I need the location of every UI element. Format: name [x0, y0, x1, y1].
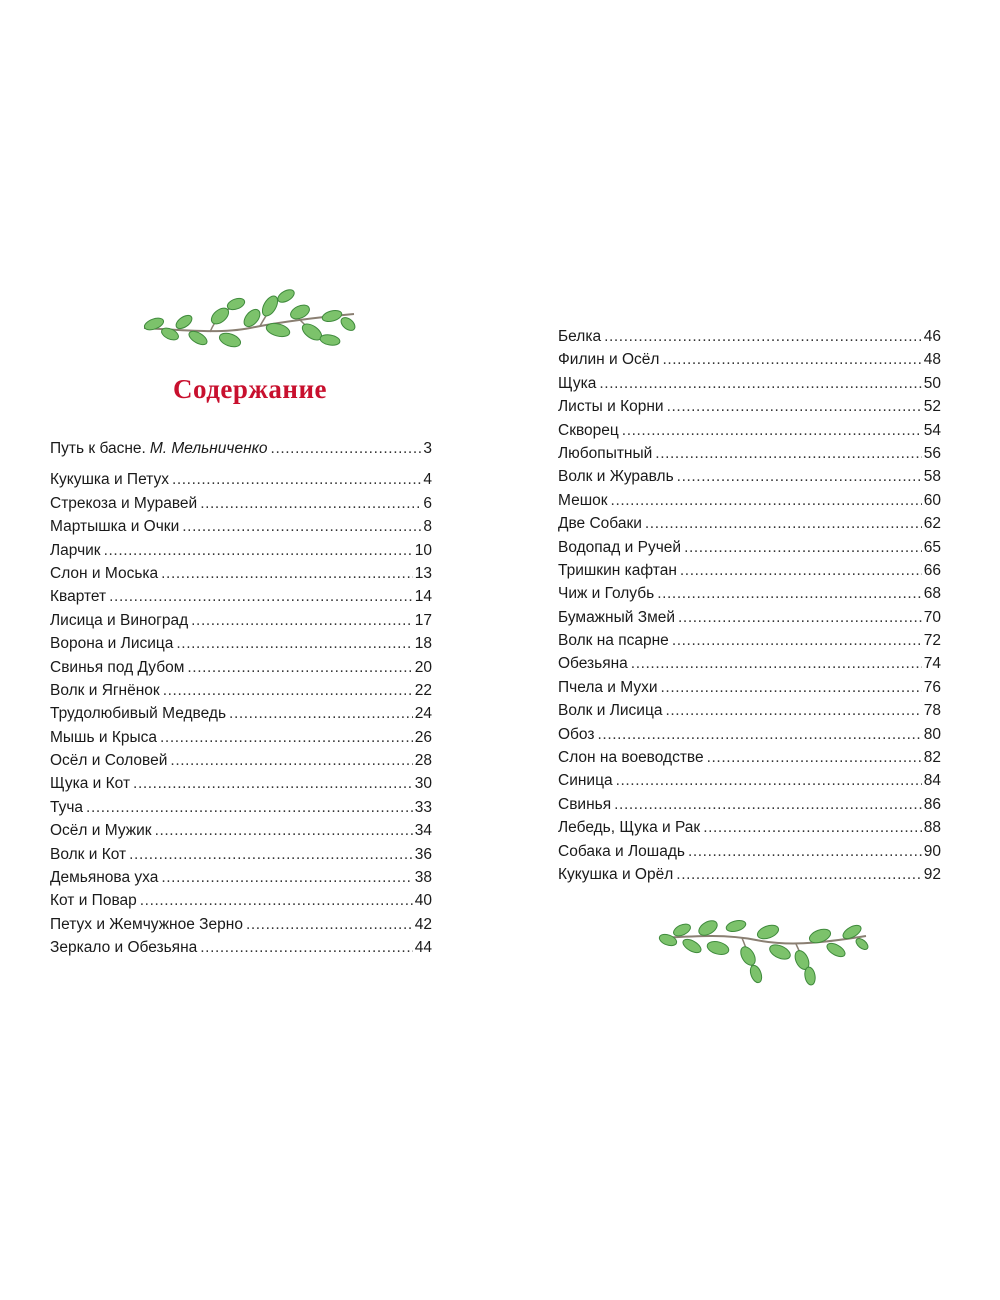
- toc-entry: [558, 676, 941, 699]
- toc-entry-title: Демьянова уха: [50, 869, 159, 887]
- dot-leader: [661, 676, 922, 699]
- dot-leader: [109, 585, 413, 608]
- dot-leader: [191, 609, 413, 632]
- toc-entry: [558, 723, 941, 746]
- toc-entry: [50, 772, 432, 795]
- toc-entry: [558, 746, 941, 769]
- leafy-branch-icon: [656, 914, 870, 986]
- toc-entry-title: Свинья под Дубом: [50, 658, 185, 676]
- dot-leader: [707, 746, 922, 769]
- toc-entry-title: Слон на воеводстве: [558, 749, 704, 767]
- toc-page-number: 38: [414, 869, 432, 887]
- toc-page-number: 60: [923, 491, 941, 509]
- toc-entry: [50, 819, 432, 842]
- toc-page-number: 13: [414, 564, 432, 582]
- toc-page-number: 82: [923, 749, 941, 767]
- toc-entry: [558, 582, 941, 605]
- toc-entry-title: Путь к басне.: [50, 440, 146, 457]
- toc-page-number: 44: [414, 939, 432, 957]
- dot-leader: [611, 489, 922, 512]
- dot-leader: [684, 536, 922, 559]
- toc-entry: [50, 843, 432, 866]
- toc-entry-title: Синица: [558, 772, 613, 790]
- dot-leader: [200, 492, 421, 515]
- toc-page-number: 78: [923, 702, 941, 720]
- toc-column-left: [50, 437, 432, 960]
- toc-entry-title: Ларчик: [50, 541, 101, 559]
- leafy-branch-icon: [140, 288, 358, 360]
- toc-entry-title: Осёл и Соловей: [50, 752, 168, 770]
- toc-entry-title: Квартет: [50, 588, 107, 606]
- toc-page-number: 10: [414, 541, 432, 559]
- toc-entry-title: Волк и Лисица: [558, 702, 663, 720]
- toc-entry: [50, 913, 432, 936]
- toc-entry-title: Зеркало и Обезьяна: [50, 939, 198, 957]
- toc-entry: [50, 936, 432, 959]
- dot-leader: [655, 442, 921, 465]
- toc-entry: [50, 749, 432, 772]
- dot-leader: [129, 843, 413, 866]
- toc-page-number: 65: [923, 538, 941, 556]
- toc-page-number: 33: [414, 798, 432, 816]
- toc-page-number: 42: [414, 915, 432, 933]
- dot-leader: [229, 702, 413, 725]
- toc-entry: [558, 348, 941, 371]
- toc-page-number: 90: [923, 842, 941, 860]
- toc-column-right: [558, 325, 941, 886]
- toc-entry-title: Бумажный Змей: [558, 608, 676, 626]
- dot-leader: [622, 419, 922, 442]
- toc-entry-title: Слон и Моська: [50, 564, 159, 582]
- toc-entry-title: Скворец: [558, 421, 619, 439]
- toc-entry: [558, 629, 941, 652]
- toc-entry: [50, 866, 432, 889]
- toc-entry-title: Кукушка и Петух: [50, 471, 169, 489]
- toc-page-number: 40: [414, 892, 432, 910]
- toc-entry-title: Лисица и Виноград: [50, 611, 189, 629]
- toc-entry-title: Тришкин кафтан: [558, 561, 677, 579]
- dot-leader: [676, 863, 921, 886]
- dot-leader: [176, 632, 412, 655]
- dot-leader: [667, 395, 922, 418]
- toc-entry: [50, 796, 432, 819]
- toc-entry-title: Листы и Корни: [558, 398, 664, 416]
- toc-entry-title: Щука и Кот: [50, 775, 131, 793]
- toc-entry-title: Чиж и Голубь: [558, 585, 655, 603]
- dot-leader: [140, 889, 413, 912]
- toc-entry: [50, 889, 432, 912]
- toc-page-number: 36: [414, 845, 432, 863]
- toc-entry-title: Стрекоза и Муравей: [50, 494, 198, 512]
- toc-entry-title: Волк и Кот: [50, 845, 127, 863]
- toc-entry: [558, 419, 941, 442]
- dot-leader: [677, 465, 922, 488]
- dot-leader: [271, 437, 422, 460]
- toc-page-number: 52: [923, 398, 941, 416]
- toc-entry: [50, 562, 432, 585]
- toc-page-number: 18: [414, 635, 432, 653]
- toc-entry: [50, 656, 432, 679]
- toc-entry: [558, 863, 941, 886]
- toc-entry: [558, 465, 941, 488]
- toc-entry: [558, 512, 941, 535]
- toc-entry-title: Свинья: [558, 795, 612, 813]
- toc-entry-title: Волк и Ягнёнок: [50, 681, 160, 699]
- toc-page-number: 28: [414, 752, 432, 770]
- toc-entry-title: Мешок: [558, 491, 608, 509]
- toc-entry-title: Осёл и Мужик: [50, 822, 152, 840]
- dot-leader: [672, 629, 922, 652]
- toc-page-number: 30: [414, 775, 432, 793]
- toc-entry-title: Любопытный: [558, 444, 653, 462]
- dot-leader: [104, 539, 413, 562]
- toc-page-number: 88: [923, 819, 941, 837]
- toc-page-number: 58: [923, 468, 941, 486]
- toc-entry: [558, 840, 941, 863]
- dot-leader: [614, 793, 922, 816]
- toc-page-number: 24: [414, 705, 432, 723]
- toc-entry: [558, 372, 941, 395]
- toc-entry: [558, 652, 941, 675]
- dot-leader: [86, 796, 413, 819]
- toc-page-number: 76: [923, 678, 941, 696]
- dot-leader: [161, 866, 412, 889]
- toc-entry: [558, 489, 941, 512]
- toc-page-number: 22: [414, 681, 432, 699]
- toc-entry-title: Волк и Журавль: [558, 468, 674, 486]
- toc-entry: [50, 609, 432, 632]
- toc-page-number: 86: [923, 795, 941, 813]
- dot-leader: [160, 726, 413, 749]
- toc-entry: [50, 539, 432, 562]
- toc-entry: [50, 492, 432, 515]
- dot-leader: [680, 559, 922, 582]
- toc-entry-title: Ворона и Лисица: [50, 635, 174, 653]
- toc-entry: [50, 585, 432, 608]
- toc-page-number: 20: [414, 658, 432, 676]
- dot-leader: [703, 816, 922, 839]
- toc-page-number: 66: [923, 561, 941, 579]
- toc-entry: [558, 816, 941, 839]
- toc-entry: [50, 515, 432, 538]
- toc-page-number: 50: [923, 374, 941, 392]
- dot-leader: [172, 468, 421, 491]
- dot-leader: [598, 723, 922, 746]
- dot-leader: [161, 562, 413, 585]
- dot-leader: [163, 679, 413, 702]
- toc-page-number: 84: [923, 772, 941, 790]
- dot-leader: [182, 515, 421, 538]
- dot-leader: [678, 606, 922, 629]
- dot-leader: [665, 699, 921, 722]
- toc-entry-title: Две Собаки: [558, 515, 642, 533]
- toc-entry-title: Обезьяна: [558, 655, 628, 673]
- toc-page-number: 4: [423, 471, 432, 489]
- toc-page-number: 46: [923, 328, 941, 345]
- toc-entry-title: Пчела и Мухи: [558, 678, 658, 696]
- dot-leader: [631, 652, 922, 675]
- toc-page-number: 68: [923, 585, 941, 603]
- toc-entry-title: Мартышка и Очки: [50, 518, 180, 536]
- toc-entry: [558, 793, 941, 816]
- toc-page-number: 62: [923, 515, 941, 533]
- toc-page-number: 92: [923, 865, 941, 883]
- toc-page-number: 48: [923, 351, 941, 369]
- dot-leader: [246, 913, 413, 936]
- toc-page-number: 6: [423, 494, 432, 512]
- toc-entry-title: Петух и Жемчужное Зерно: [50, 915, 243, 933]
- toc-page-number: 74: [923, 655, 941, 673]
- toc-entry-title: Волк на псарне: [558, 632, 669, 650]
- toc-entry: [558, 442, 941, 465]
- toc-entry-title: Собака и Лошадь: [558, 842, 685, 860]
- toc-page-number: 80: [923, 725, 941, 743]
- toc-entry-title: Обоз: [558, 725, 595, 743]
- toc-entry: [50, 726, 432, 749]
- toc-page-number: 72: [923, 632, 941, 650]
- dot-leader: [187, 656, 412, 679]
- toc-page-number: 70: [923, 608, 941, 626]
- toc-entry-author: М. Мельниченко: [149, 440, 268, 457]
- dot-leader: [155, 819, 413, 842]
- dot-leader: [657, 582, 922, 605]
- toc-entry: [558, 395, 941, 418]
- toc-page-number: 17: [414, 611, 432, 629]
- toc-entry: [50, 702, 432, 725]
- toc-entry: [558, 769, 941, 792]
- toc-page-number: 34: [414, 822, 432, 840]
- toc-page-number: 54: [923, 421, 941, 439]
- dot-leader: [170, 749, 412, 772]
- toc-page-number: 3: [423, 440, 432, 457]
- toc-entry-title: Водопад и Ручей: [558, 538, 682, 556]
- toc-entry: [558, 536, 941, 559]
- toc-entry-title: Лебедь, Щука и Рак: [558, 819, 701, 837]
- dot-leader: [599, 372, 921, 395]
- toc-page-number: 8: [423, 518, 432, 536]
- toc-entry-title: Туча: [50, 798, 84, 816]
- dot-leader: [662, 348, 921, 371]
- toc-entry-title: Кукушка и Орёл: [558, 865, 674, 883]
- toc-entry-intro: [50, 437, 432, 460]
- toc-entry-title: Щука: [558, 374, 597, 392]
- dot-leader: [616, 769, 922, 792]
- dot-leader: [604, 325, 922, 348]
- toc-entry-title: Кот и Повар: [50, 892, 137, 910]
- toc-entry: [50, 468, 432, 491]
- page-title: Содержание: [172, 374, 328, 404]
- dot-leader: [200, 936, 413, 959]
- toc-entry: [558, 699, 941, 722]
- toc-entry: [50, 632, 432, 655]
- toc-entry: [558, 606, 941, 629]
- toc-entry: [558, 325, 941, 348]
- toc-entry-title: Мышь и Крыса: [50, 728, 157, 746]
- toc-page-number: 56: [923, 444, 941, 462]
- toc-entry-title: Трудолюбивый Медведь: [50, 705, 227, 723]
- dot-leader: [645, 512, 922, 535]
- toc-entry-title: Белка: [558, 328, 602, 345]
- dot-leader: [133, 772, 413, 795]
- toc-entry-title: Филин и Осёл: [558, 351, 660, 369]
- toc-entry: [558, 559, 941, 582]
- dot-leader: [688, 840, 922, 863]
- toc-page-number: 14: [414, 588, 432, 606]
- toc-entry: [50, 679, 432, 702]
- toc-page-number: 26: [414, 728, 432, 746]
